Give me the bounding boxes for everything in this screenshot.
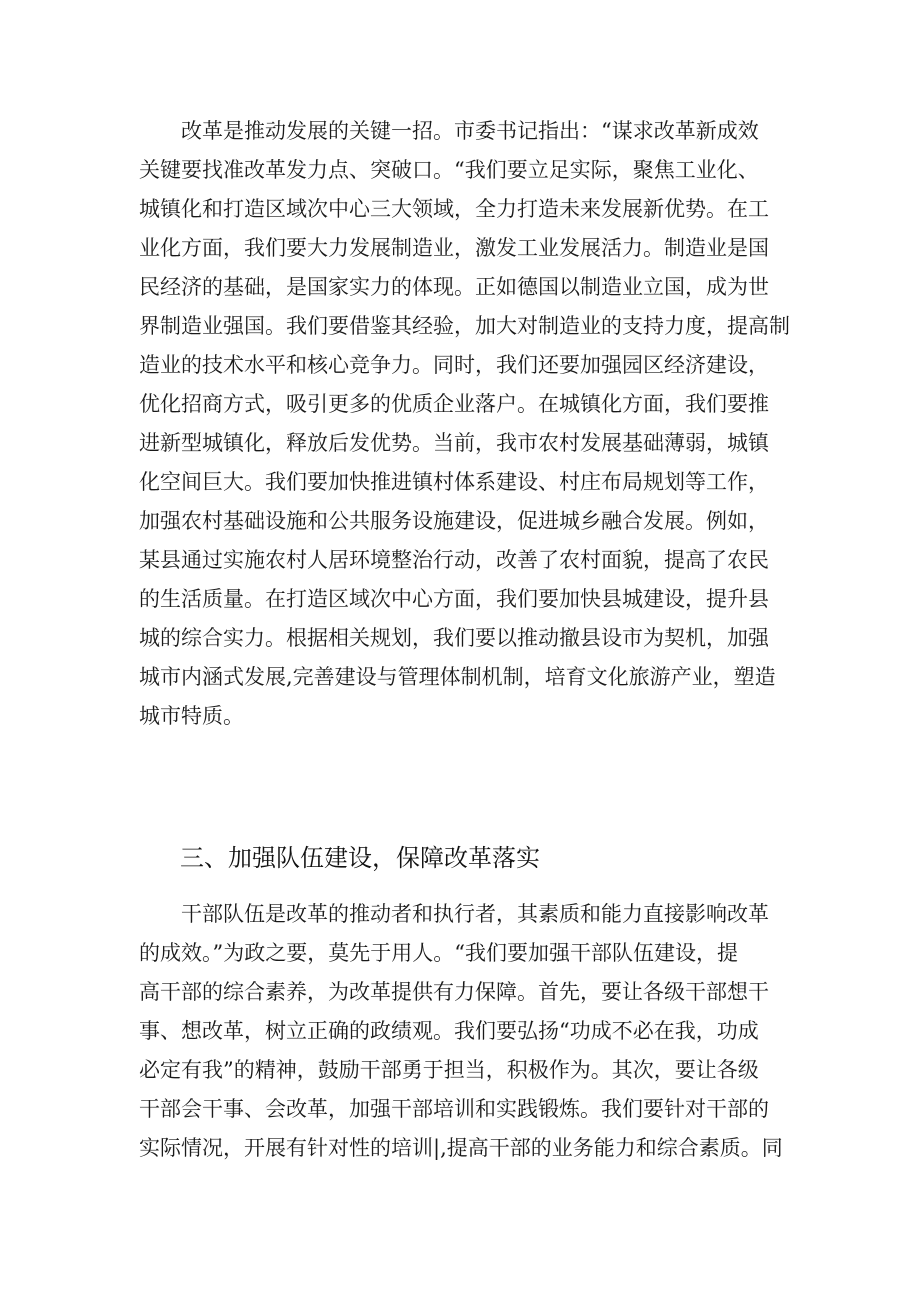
text-line: 城的综合实力。根据相关规划，我们要以推动撤县设市为契机，加强 bbox=[139, 626, 769, 650]
text-line: 关键要找准改革发力点、突破口。“我们要立足实际，聚焦工业化、 bbox=[139, 158, 759, 182]
text-line: 的生活质量。在打造区域次中心方面，我们要加快县城建设，提升县 bbox=[139, 587, 769, 611]
text-line: 城镇化和打造区域次中心三大领域，全力打造未来发展新优势。在工 bbox=[139, 197, 769, 221]
text-line: 实际情况，开展有针对性的培训|,提高干部的业务能力和综合素质。同 bbox=[139, 1136, 783, 1160]
text-line: 改革是推动发展的关键一招。市委书记指出：“谋求改革新成效 bbox=[139, 119, 759, 143]
text-line: 城市内涵式发展,完善建设与管理体制机制，培育文化旅游产业，塑造 bbox=[139, 665, 776, 689]
text-line: 加强农村基础设施和公共服务设施建设，促进城乡融合发展。例如， bbox=[139, 509, 769, 533]
text-line: 某县通过实施农村人居环境整治行动，改善了农村面貌，提高了农民 bbox=[139, 548, 769, 572]
text-line: 民经济的基础，是国家实力的体现。正如德国以制造业立国，成为世 bbox=[139, 275, 769, 299]
text-line: 进新型城镇化，释放后发优势。当前，我市农村发展基础薄弱，城镇 bbox=[139, 431, 769, 455]
text-line: 造业的技术水平和核心竞争力。同时，我们还要加强园区经济建设， bbox=[139, 353, 769, 377]
text-line: 高干部的综合素养，为改革提供有力保障。首先，要让各级干部想干 bbox=[139, 980, 769, 1004]
text-line: 事、想改革，树立正确的政绩观。我们要弘扬“功成不必在我，功成 bbox=[139, 1019, 759, 1043]
text-line: 必定有我”的精神，鼓励干部勇于担当，积极作为。其次，要让各级 bbox=[139, 1058, 759, 1082]
text-line: 优化招商方式，吸引更多的优质企业落户。在城镇化方面，我们要推 bbox=[139, 392, 769, 416]
text-line: 干部会干事、会改革，加强干部培训和实践锻炼。我们要针对干部的 bbox=[139, 1097, 769, 1121]
text-line: 业化方面，我们要大力发展制造业，激发工业发展活力。制造业是国 bbox=[139, 236, 769, 260]
text-line: 的成效。”为政之要，莫先于用人。“我们要加强干部队伍建设，提 bbox=[139, 941, 738, 965]
text-line: 界制造业强国。我们要借鉴其经验，加大对制造业的支持力度，提高制 bbox=[139, 314, 790, 338]
text-line: 城市特质。 bbox=[139, 704, 244, 728]
text-line: 化空间巨大。我们要加快推进镇村体系建设、村庄布局规划等工作， bbox=[139, 470, 769, 494]
paragraph-cadre-team bbox=[139, 895, 799, 1168]
paragraph-reform-fields bbox=[139, 112, 799, 736]
text-line: 干部队伍是改革的推动者和执行者，其素质和能力直接影响改革 bbox=[139, 902, 769, 926]
section-heading: 三、加强队伍建设，保障改革落实 bbox=[180, 844, 540, 872]
